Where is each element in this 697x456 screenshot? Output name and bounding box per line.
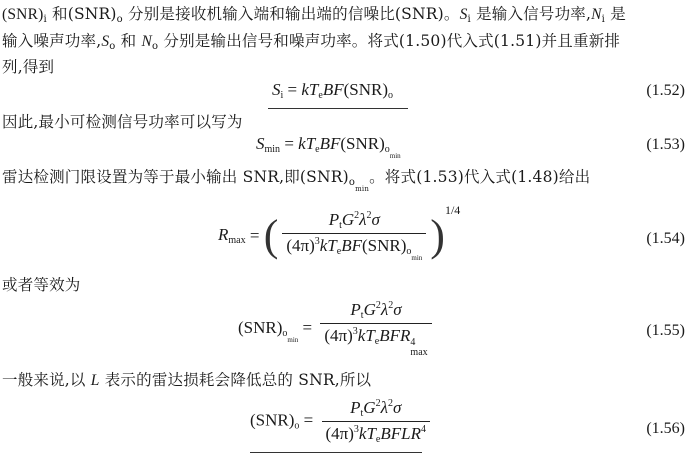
sup: 2	[375, 398, 381, 409]
text: 是输入信号功率,	[470, 5, 592, 23]
sub: max	[410, 347, 428, 358]
equation-1-52	[272, 80, 393, 101]
symbol: G	[363, 300, 376, 319]
symbol: N	[591, 6, 602, 23]
fraction	[322, 398, 430, 445]
text: 分别是输出信号和噪声功率。将式(1.50)代入式(1.51)并且重新排	[158, 32, 621, 50]
symbol: σ	[393, 300, 402, 319]
right-paren: )	[430, 211, 445, 261]
sub: i	[43, 14, 47, 25]
symbol: (4π)	[325, 424, 354, 443]
symbol: BF	[319, 134, 341, 153]
text: 是	[605, 5, 626, 23]
sub: t	[339, 220, 342, 232]
text: (SNR)	[2, 6, 44, 23]
symbol: BFL	[380, 424, 411, 443]
symbol: BF	[322, 80, 344, 99]
symbol: G	[341, 210, 355, 230]
symbol: λ	[380, 300, 389, 319]
sub: min	[264, 144, 281, 155]
text: 表示的雷达损耗会降低总的 SNR,所以	[99, 371, 372, 389]
symbol: S	[101, 33, 110, 50]
equation-1-53	[256, 134, 401, 160]
denominator	[322, 421, 430, 445]
sub-min: min	[389, 152, 401, 160]
text: 分别是接收机输入端和输出端的信噪比(SNR)。	[122, 5, 460, 23]
equals: =	[284, 134, 294, 153]
symbol: P	[350, 300, 361, 319]
denominator	[320, 323, 431, 358]
sub: e	[374, 336, 380, 347]
sup: 2	[354, 210, 360, 222]
symbol: R	[410, 424, 421, 443]
equation-number: (1.56)	[646, 420, 685, 437]
sub: i	[280, 90, 284, 101]
sup: 2	[375, 300, 381, 311]
symbol: λ	[380, 398, 388, 417]
equation-1-54	[218, 203, 460, 262]
equation-number: (1.55)	[646, 322, 685, 339]
snr: (SNR)	[362, 236, 407, 256]
sub-o: o	[406, 246, 412, 258]
sub: o	[116, 14, 123, 25]
paragraph-line-1	[2, 2, 626, 25]
equals: =	[249, 226, 260, 246]
symbol: BF	[341, 236, 362, 256]
equation-1-55	[238, 300, 436, 358]
numerator	[346, 300, 405, 323]
sub	[282, 327, 299, 344]
sub-o: o	[384, 144, 390, 155]
R-sup-sub	[410, 338, 427, 358]
sub-min: min	[355, 185, 370, 193]
sub: e	[318, 90, 323, 101]
snr: (SNR)	[238, 317, 283, 337]
exponent: 1/4	[444, 203, 461, 217]
sup: 3	[353, 424, 359, 435]
symbol: kT	[358, 424, 376, 443]
sup: 2	[387, 398, 393, 409]
sup: 3	[352, 326, 358, 337]
snr: (SNR)	[250, 410, 295, 430]
paragraph-line-3: 列,得到	[2, 58, 55, 76]
sub: t	[360, 408, 364, 419]
sup: 4	[420, 424, 426, 435]
sub-o: o	[282, 327, 288, 339]
equation-number: (1.54)	[646, 230, 685, 247]
symbol: P	[328, 210, 340, 230]
sup: 2	[366, 210, 372, 222]
symbol: kT	[298, 134, 316, 153]
equation-number: (1.52)	[646, 82, 685, 99]
equation-1-56	[250, 398, 434, 445]
symbol: L	[90, 372, 100, 389]
text: 和	[115, 32, 142, 50]
sub: o	[152, 41, 159, 52]
handwritten-underline	[268, 108, 408, 109]
sub-min: min	[411, 254, 423, 263]
sub: i	[467, 14, 471, 25]
fraction	[282, 210, 426, 262]
equals: =	[302, 317, 313, 337]
symbol: σ	[371, 210, 380, 230]
symbol: (4π)	[286, 236, 315, 256]
fraction	[320, 300, 431, 358]
numerator	[346, 398, 405, 421]
sub	[348, 177, 370, 193]
left-paren: (	[263, 211, 279, 261]
sub: i	[601, 14, 606, 25]
equation-number: (1.53)	[646, 136, 685, 153]
symbol: λ	[359, 210, 367, 230]
sub-o: o	[348, 177, 356, 188]
text: 。将式(1.53)代入式(1.48)给出	[369, 168, 591, 186]
denominator	[282, 233, 426, 262]
sup: 2	[388, 300, 394, 311]
symbol: (4π)	[324, 326, 353, 345]
sub: e	[315, 144, 320, 155]
symbol: BF	[379, 326, 401, 345]
sub-min: min	[287, 335, 299, 344]
sub: e	[375, 434, 381, 445]
symbol: P	[350, 398, 361, 417]
handwritten-underline	[250, 452, 422, 453]
equals: =	[303, 410, 314, 430]
sub: e	[336, 246, 342, 258]
sub	[406, 246, 423, 263]
sub	[384, 144, 401, 160]
paragraph-line-4: 因此,最小可检测信号功率可以写为	[2, 113, 243, 131]
sub: max	[228, 235, 246, 246]
paragraph-line-2	[2, 29, 620, 52]
symbol: G	[363, 398, 376, 417]
symbol: σ	[392, 398, 402, 417]
sup: 3	[314, 236, 320, 248]
equals: =	[287, 80, 298, 99]
text: 输入噪声功率,	[2, 32, 102, 50]
sub: o	[294, 420, 300, 432]
paragraph-line-6: 或者等效为	[2, 276, 81, 294]
numerator	[325, 210, 384, 233]
symbol: R	[400, 326, 411, 345]
symbol: S	[272, 80, 281, 99]
symbol: kT	[319, 236, 337, 256]
sub: o	[388, 90, 394, 101]
text: 一般来说,以	[2, 371, 91, 389]
snr: (SNR)	[343, 80, 389, 99]
symbol: R	[218, 225, 229, 244]
text: 和(SNR)	[46, 5, 117, 23]
paragraph-line-7	[2, 368, 371, 390]
symbol: kT	[301, 80, 319, 99]
symbol: N	[141, 33, 153, 50]
sub: t	[360, 310, 364, 321]
sup: 4	[410, 337, 416, 348]
paragraph-line-5	[2, 165, 590, 193]
text: 雷达检测门限设置为等于最小输出 SNR,即(SNR)	[2, 168, 349, 186]
symbol: S	[459, 6, 468, 23]
sub: o	[109, 41, 116, 52]
snr: (SNR)	[340, 134, 385, 153]
symbol: kT	[357, 326, 375, 345]
symbol: S	[256, 134, 265, 153]
